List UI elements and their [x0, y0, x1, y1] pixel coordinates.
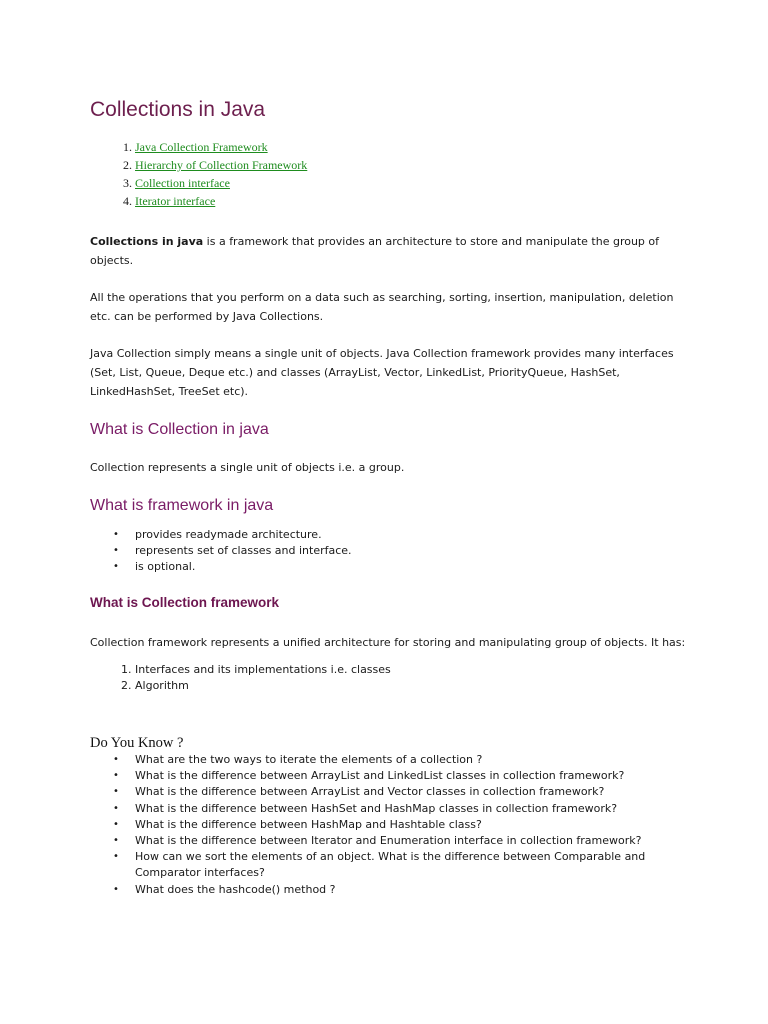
- heading-what-is-framework: What is framework in java: [90, 497, 274, 514]
- collection-paragraph: Java Collection simply means a single unit of objects. Java Collection framework provides many interfaces (Set, List, Queue, Deque etc.) and classes (ArrayList, Vector, LinkedList, PriorityQueue, HashSet, LinkedHashSet, TreeSet etc).: [90, 347, 674, 398]
- toc-item: [135, 156, 690, 174]
- list-item: • How can we sort the elements of an object. What is the difference between Comparable and Comparator interfaces?: [113, 850, 646, 880]
- bullet-icon: •: [113, 561, 119, 572]
- heading-what-is-collection-framework: What is Collection framework: [90, 595, 280, 610]
- bullet-icon: •: [113, 786, 119, 798]
- bullet-icon: •: [113, 529, 119, 540]
- list-item: 2. Algorithm: [135, 678, 690, 694]
- framework-bullet-list: [90, 527, 690, 575]
- list-item: • What is the difference between HashSet and HashMap classes in collection framework?: [135, 801, 655, 817]
- bullet-icon: •: [113, 770, 119, 782]
- operations-paragraph: All the operations that you perform on a data such as searching, sorting, insertion, manipulation, deletion etc. can be performed by Java Collections.: [90, 291, 674, 323]
- collection-framework-definition: Collection framework represents a unified architecture for storing and manipulating group of objects. It has:: [90, 636, 686, 649]
- list-item: • What is the difference between ArrayList and LinkedList classes in collection framework?: [135, 768, 655, 784]
- do-you-know-list: [90, 752, 690, 898]
- bullet-icon: •: [113, 545, 119, 556]
- toc-link-hierarchy[interactable]: Hierarchy of Collection Framework: [135, 158, 308, 172]
- bullet-icon: •: [113, 883, 119, 895]
- intro-text: is a framework that provides an architecture to store and manipulate the group of objects.: [90, 235, 660, 267]
- bullet-icon: •: [113, 802, 119, 814]
- bullet-icon: •: [113, 818, 119, 830]
- list-item: • What is the difference between HashMap and Hashtable class?: [135, 817, 655, 833]
- table-of-contents: [90, 138, 690, 210]
- list-item: • What does the hashcode() method ?: [135, 882, 655, 898]
- list-item: • is optional.: [113, 560, 196, 573]
- list-item: • What is the difference between Iterator and Enumeration interface in collection framework?: [135, 833, 655, 849]
- toc-item: [135, 138, 690, 156]
- list-item: • What is the difference between ArrayList and Vector classes in collection framework?: [135, 784, 655, 800]
- toc-link-java-collection-framework[interactable]: Java Collection Framework: [135, 140, 268, 154]
- intro-paragraph: [90, 232, 690, 270]
- bullet-icon: •: [113, 851, 119, 863]
- list-item: • What are the two ways to iterate the elements of a collection ?: [135, 752, 655, 768]
- toc-item: [135, 174, 690, 192]
- list-item: • represents set of classes and interface.: [113, 544, 352, 557]
- list-item: • provides readymade architecture.: [113, 528, 322, 541]
- collection-definition: Collection represents a single unit of objects i.e. a group.: [90, 461, 405, 474]
- intro-bold-term: Collections in java: [90, 235, 204, 248]
- toc-link-iterator-interface[interactable]: Iterator interface: [135, 194, 216, 208]
- toc-item: [135, 192, 690, 210]
- toc-link-collection-interface[interactable]: Collection interface: [135, 176, 230, 190]
- page-title: Collections in Java: [90, 98, 266, 121]
- bullet-icon: •: [113, 835, 119, 847]
- do-you-know-heading: Do You Know ?: [90, 735, 184, 751]
- list-item: 1. Interfaces and its implementations i.e. classes: [135, 662, 690, 678]
- heading-what-is-collection: What is Collection in java: [90, 421, 269, 438]
- document-page: [90, 96, 690, 898]
- bullet-icon: •: [113, 754, 119, 765]
- collection-framework-list: [90, 662, 690, 694]
